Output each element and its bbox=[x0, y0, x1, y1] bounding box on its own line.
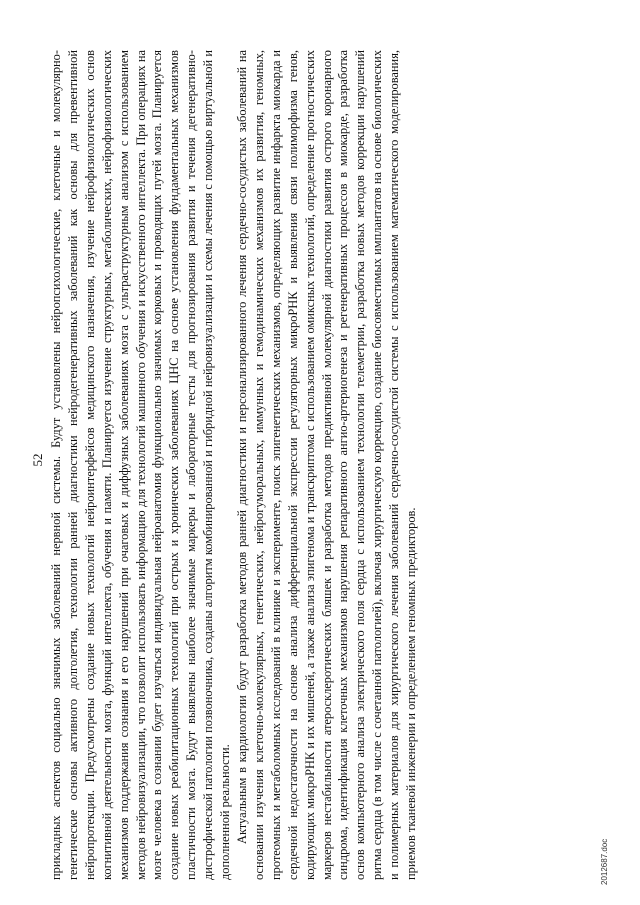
paragraph-cardiology: Актуальным в кардиологии будут разработка методов ранней диагностики и персонализированного лечения сердечно-сосудистых заболеваний на основании изучения клеточно-молекулярных, генетических, нейрогуморальных, иммунных и гемодинамических механизмов их развития, геномных, протеомных и метаболомных исследований в клинике и эксперименте, поиск эпигенетических механизмов, определяющих развитие инфаркта миокарда и сердечной недостаточности на основе анализа дифференциальной экспрессии регуляторных микроРНК и выявления связи полиморфизма генов, кодирующих микроРНК и их мишеней, а также анализа эпигенома и транскриптома с использованием омиксных технологий, определение прогностических маркеров нестабильности атеросклеротических бляшек и разработка методов предиктивной молекулярной диагностики развития острого коронарного синдрома, идентификация клеточных механизмов нарушения репаративного ангио-артериогенеза и регенеративных процессов в миокарде, разработка основ компьютерного анализа электрического поля сердца с использованием технологии телеметрии, разработка новых методов коррекции нарушений ритма сердца (в том числе с сочетанной патологией), включая хирургическую коррекцию, создание биосовместимых имплантатов на основе биологических и полимерных материалов для хирургического лечения заболеваний сердечно-сосудистой системы с использованием математического моделирования, приемов тканевой инженерии и определением геномных предикторов. bbox=[234, 50, 419, 880]
footer-filename: 2012687.doc bbox=[600, 838, 609, 885]
page-number: 52 bbox=[30, 453, 45, 467]
paragraph-neurology: прикладных аспектов социально значимых заболеваний нервной системы. Будут установлены нейропсихологические, клеточные и молекулярно-генетические основы активного долголетия, технологии ранней диагностики нейродегенеративных заболеваний как основы для превентивной нейропротекции. Предусмотрены создание новых технологий нейроинтерфейсов медицинского назначения, изучение нейрофизиологических основ когнитивной деятельности мозга, функций интеллекта, обучения и памяти. Планируется изучение структурных, метаболических, нейрофизиологических механизмов поддержания сознания и его нарушений при очаговых и диффузных заболеваниях мозга с ультраструктурным анализом с использованием методов нейровизуализации, что позволит использовать информацию для технологий машинного обучения и искусственного интеллекта. При операциях на мозге человека в сознании будет изучаться индивидуальная нейроанатомия функционально значимых корковых и проводящих путей мозга. Планируется создание новых реабилитационных технологий при острых и хронических заболеваниях ЦНС на основе установления фундаментальных механизмов пластичности мозга. Будут выявлены наиболее значимые маркеры и лабораторные тесты для прогнозирования развития и течения дегенеративно-дистрофической патологии позвоночника, созданы алгоритм комбинированной и гибридной нейровизуализации и схемы лечения с помощью виртуальной и дополненной реальности. bbox=[49, 50, 233, 880]
document-body bbox=[48, 50, 420, 880]
rotated-document-page bbox=[30, 35, 610, 885]
